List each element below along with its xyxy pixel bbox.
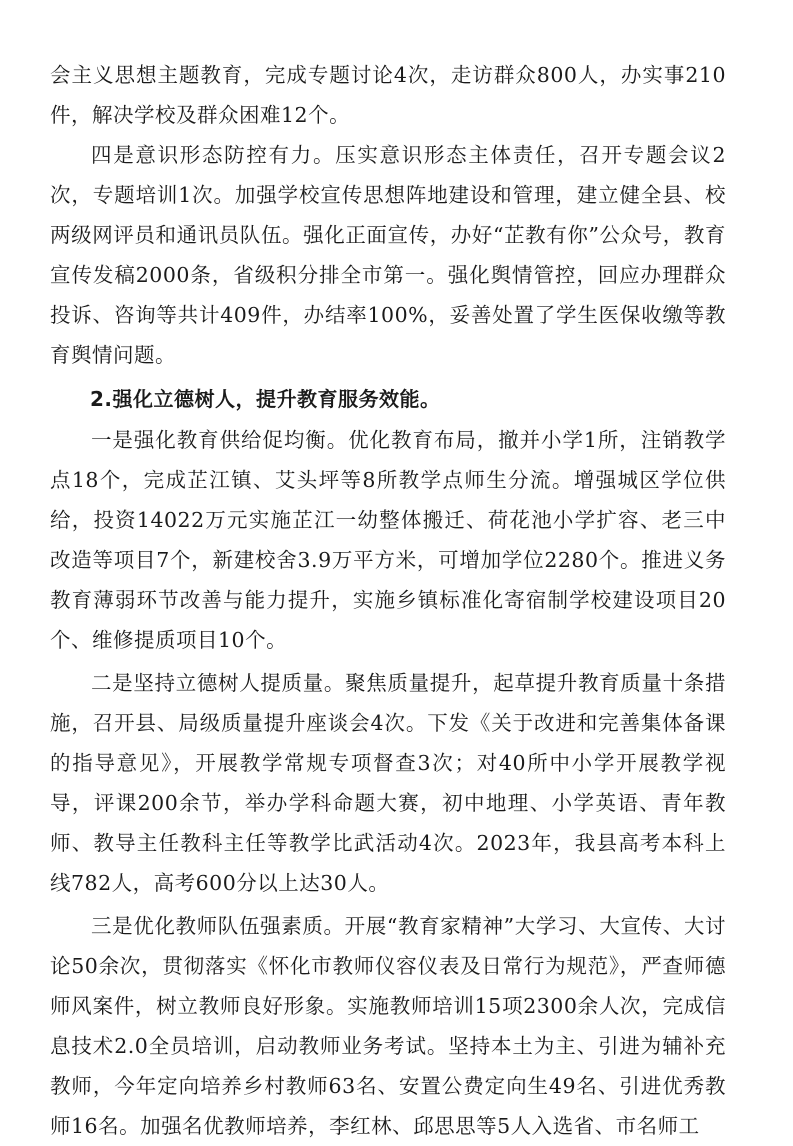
paragraph-ideology-control: 四是意识形态防控有力。压实意识形态主体责任，召开专题会议2次，专题培训1次。加强学校宣传思想阵地建设和管理，建立健全县、校两级网评员和通讯员队伍。强化正面宣传，办好“芷教有你”公众号，教育宣传发稿2000条，省级积分排全市第一。强化舆情管控，回应办理群众投诉、咨询等共计409件，办结率100%，妥善处置了学生医保收缴等教育舆情问题。 bbox=[50, 143, 726, 367]
document-page bbox=[50, 55, 726, 1146]
paragraph-education-supply: 一是强化教育供给促均衡。优化教育布局，撤并小学1所，注销教学点18个，完成芷江镇、艾头坪等8所教学点师生分流。增强城区学位供给，投资14022万元实施芷江一幼整体搬迁、荷花池小学扩容、老三中改造等项目7个，新建校舍3.9万平方米，可增加学位2280个。推进义务教育薄弱环节改善与能力提升，实施乡镇标准化寄宿制学校建设项目20个、维修提质项目10个。 bbox=[50, 428, 726, 652]
section-heading: 2.强化立德树人，提升教育服务效能。 bbox=[90, 387, 441, 411]
paragraph-continuation: 会主义思想主题教育，完成专题讨论4次，走访群众800人，办实事210件，解决学校及群众困难12个。 bbox=[50, 63, 726, 127]
paragraph-teacher-team: 三是优化教师队伍强素质。开展“教育家精神”大学习、大宣传、大讨论50余次，贯彻落实《怀化市教师仪容仪表及日常行为规范》，严查师德师风案件，树立教师良好形象。实施教师培训15项2300余人次，完成信息技术2.0全员培训，启动教师业务考试。坚持本土为主、引进为辅补充教师，今年定向培养乡村教师63名、安置公费定向生49名、引进优秀教师16名。加强名优教师培养，李红林、邱思思等5人入选省、市名师工 bbox=[50, 914, 726, 1138]
paragraph-education-quality: 二是坚持立德树人提质量。聚焦质量提升，起草提升教育质量十条措施，召开县、局级质量提升座谈会4次。下发《关于改进和完善集体备课的指导意见》，开展教学常规专项督查3次；对40所中小学开展教学视导，评课200余节，举办学科命题大赛，初中地理、小学英语、青年教师、教导主任教科主任等教学比武活动4次。2023年，我县高考本科上线782人，高考600分以上达30人。 bbox=[50, 671, 726, 895]
